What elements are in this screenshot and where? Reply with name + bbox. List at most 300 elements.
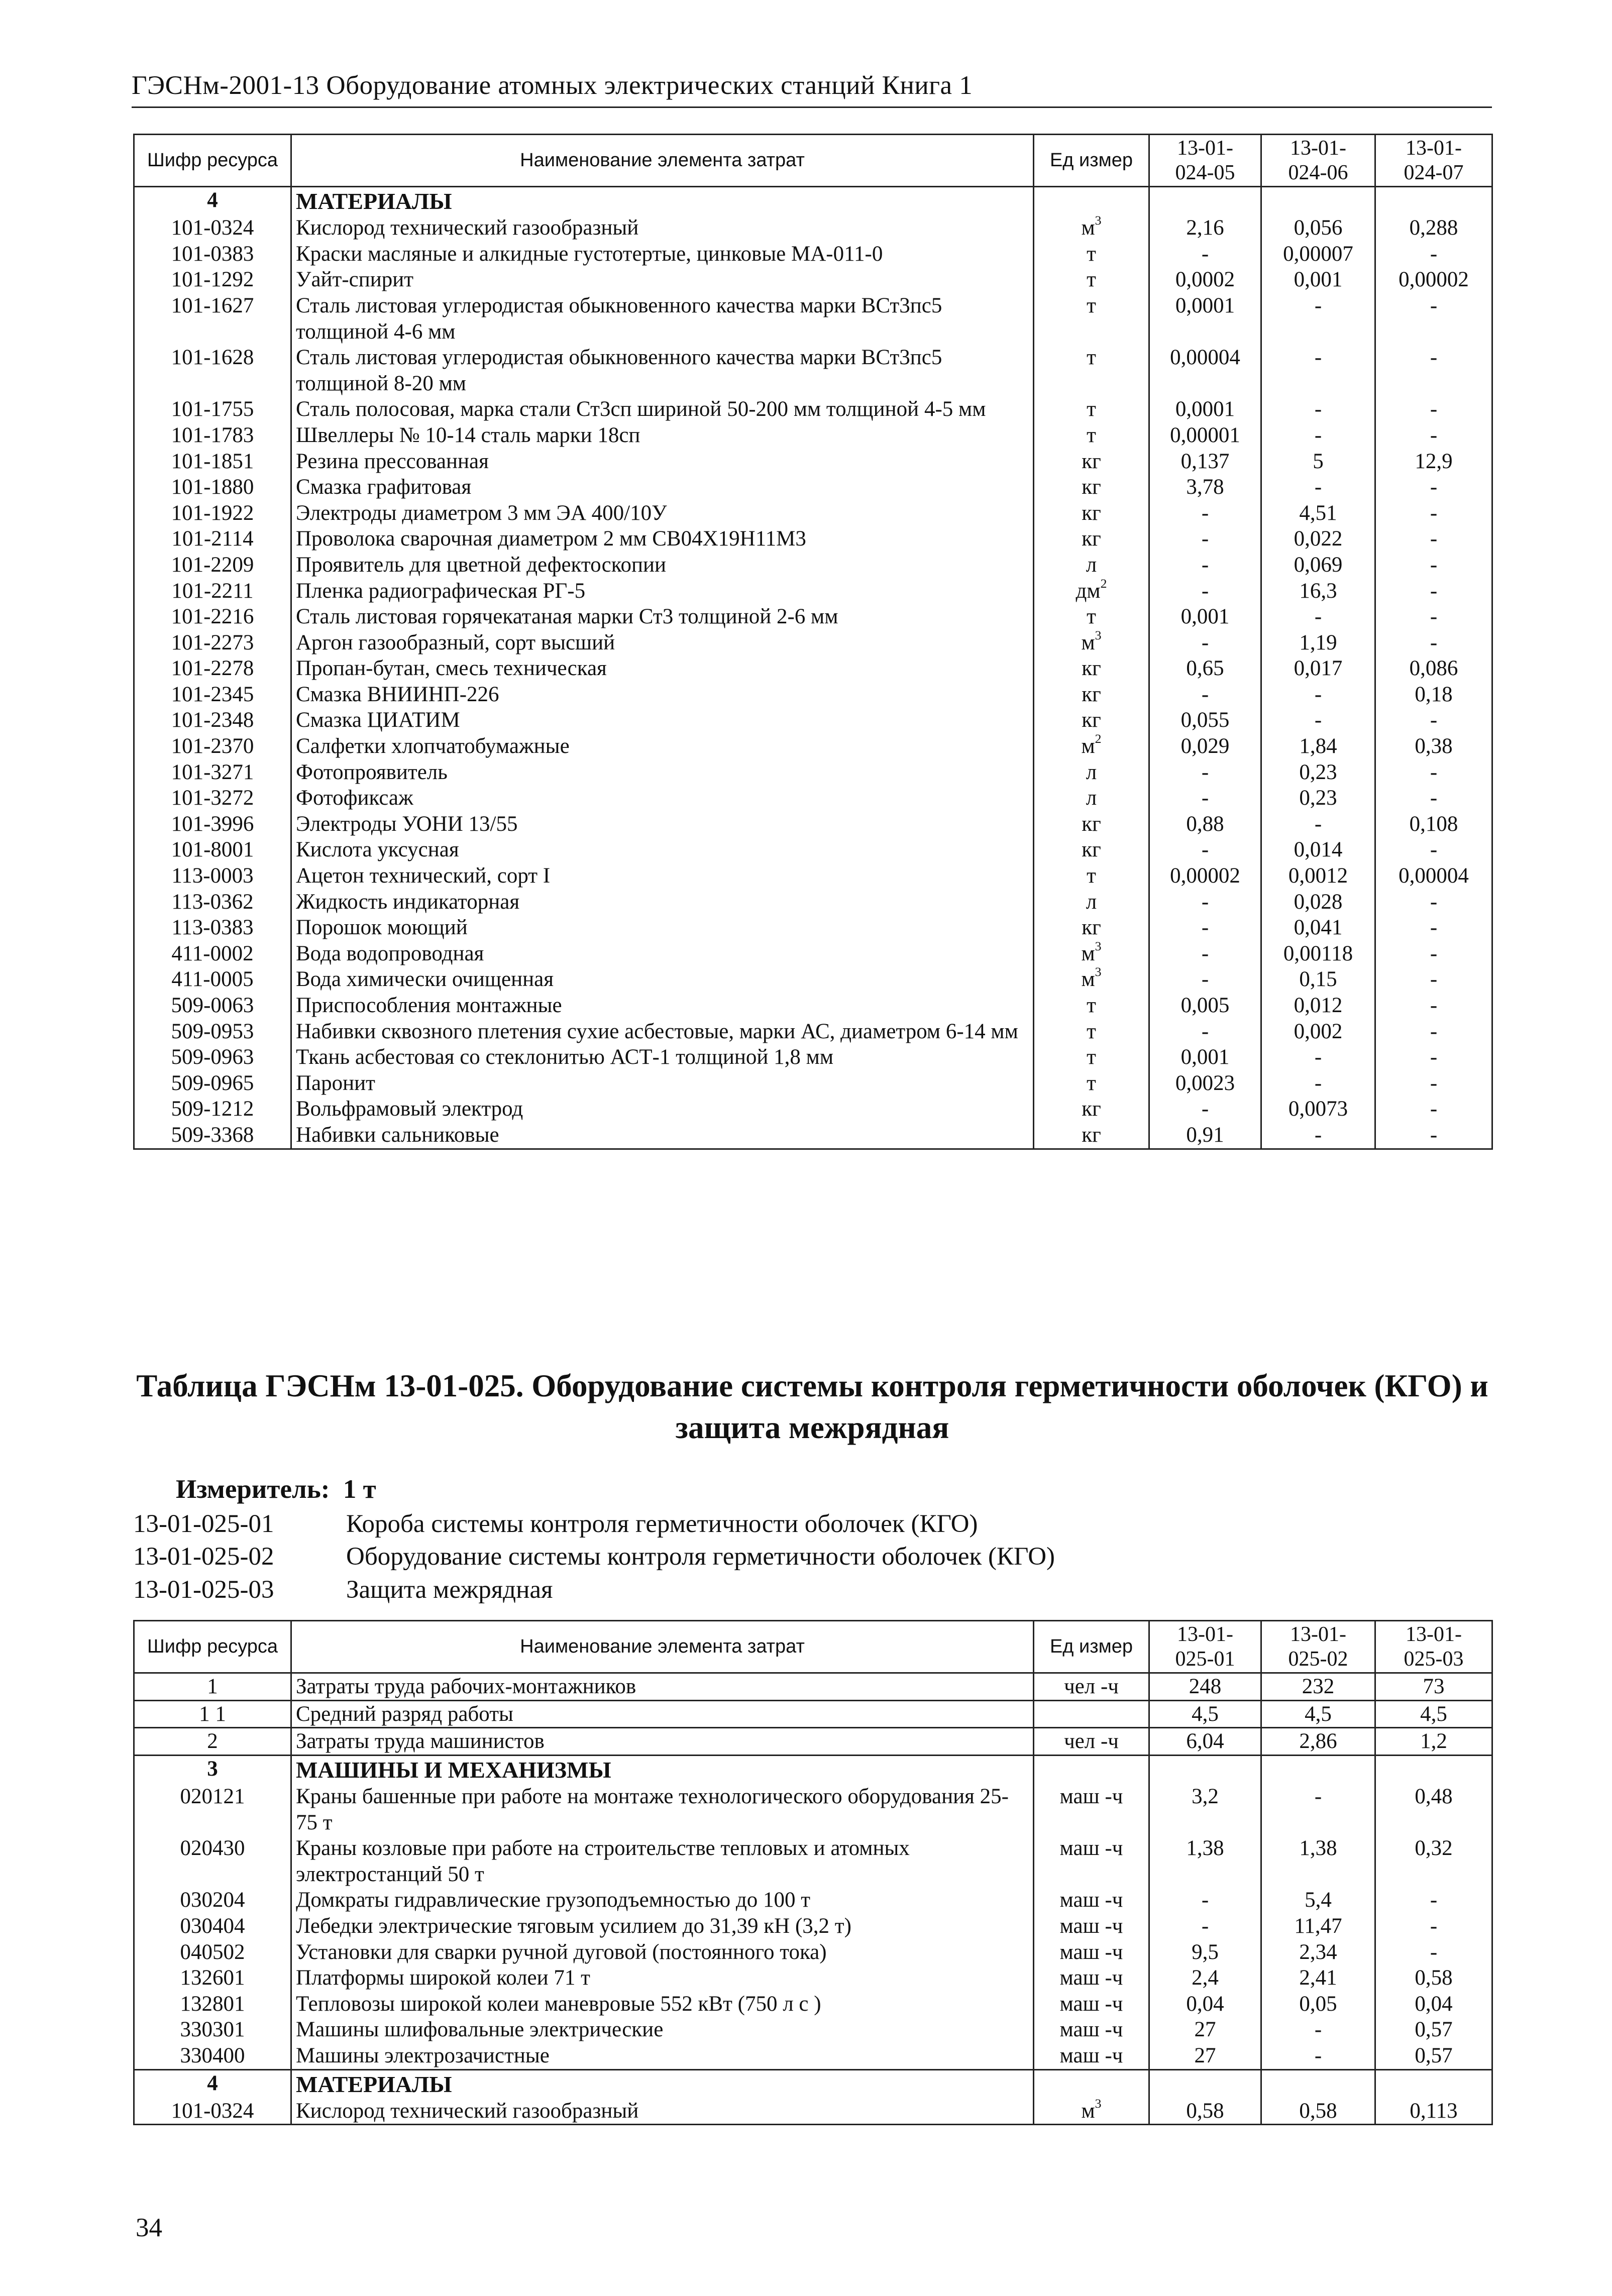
section-row — [134, 2069, 1492, 2098]
resource-name: Фотопроявитель — [291, 759, 1034, 786]
resource-code: 101-2273 — [134, 630, 291, 656]
unit-text: т — [1087, 423, 1096, 447]
unit-text: м — [1081, 630, 1095, 654]
resource-code: 509-0965 — [134, 1070, 291, 1097]
resource-code: 509-0063 — [134, 993, 291, 1019]
unit-cell — [1034, 526, 1149, 552]
unit-text: чел -ч — [1064, 1729, 1119, 1754]
table-row — [134, 863, 1492, 889]
table-row — [134, 1122, 1492, 1149]
unit-cell — [1034, 1096, 1149, 1122]
empty-cell — [1034, 2069, 1149, 2098]
table-row — [134, 2098, 1492, 2125]
rate-value: 0,108 — [1375, 811, 1492, 837]
unit-cell — [1034, 500, 1149, 526]
unit-text: кг — [1082, 708, 1101, 732]
unit-cell — [1034, 655, 1149, 682]
resource-name: Пленка радиографическая РГ-5 — [291, 578, 1034, 604]
rate-value: - — [1375, 1939, 1492, 1965]
resource-name: Сталь листовая углеродистая обыкновенного качества марки ВСт3пс5 толщиной 4-6 мм — [291, 293, 1034, 345]
rate-value: - — [1261, 474, 1375, 500]
col-head-rate: 13-01- 024-05 — [1149, 135, 1261, 187]
table-row — [134, 837, 1492, 863]
resources-table-025 — [133, 1620, 1493, 2125]
resource-code: 509-0963 — [134, 1044, 291, 1070]
resource-code: 509-3368 — [134, 1122, 291, 1149]
table-row — [134, 267, 1492, 293]
unit-cell — [1034, 1019, 1149, 1045]
resource-code: 040502 — [134, 1939, 291, 1965]
rate-value: 2,86 — [1261, 1728, 1375, 1756]
rate-value: - — [1149, 526, 1261, 552]
rate-value: 0,58 — [1149, 2098, 1261, 2125]
rate-value: 0,00118 — [1261, 941, 1375, 967]
unit-text: маш -ч — [1059, 1784, 1123, 1808]
rate-value: 1,38 — [1149, 1835, 1261, 1887]
unit-exponent: 2 — [1100, 576, 1107, 591]
resource-code: 2 — [134, 1728, 291, 1756]
rate-value: 0,005 — [1149, 993, 1261, 1019]
rate-value: 248 — [1149, 1673, 1261, 1701]
resource-code: 101-1628 — [134, 345, 291, 396]
section-name: МАТЕРИАЛЫ — [291, 187, 1034, 215]
rate-value: - — [1375, 785, 1492, 811]
unit-cell — [1034, 759, 1149, 786]
table-row — [134, 682, 1492, 708]
table-row — [134, 1019, 1492, 1045]
rate-value: 2,34 — [1261, 1939, 1375, 1965]
table-row — [134, 241, 1492, 267]
table-row — [134, 889, 1492, 915]
unit-text: дм — [1076, 579, 1101, 603]
rate-value: - — [1375, 500, 1492, 526]
unit-cell — [1034, 1700, 1149, 1728]
resource-code: 101-2278 — [134, 655, 291, 682]
resource-code: 030204 — [134, 1887, 291, 1913]
table-row — [134, 1965, 1492, 1991]
rate-value: - — [1375, 889, 1492, 915]
unit-text: кг — [1082, 449, 1101, 473]
rate-value: 1,84 — [1261, 733, 1375, 759]
rate-value: - — [1261, 1044, 1375, 1070]
rate-value: 0,58 — [1261, 2098, 1375, 2125]
unit-cell — [1034, 293, 1149, 345]
rate-value: 0,32 — [1375, 1835, 1492, 1887]
table-body — [134, 1673, 1492, 2125]
empty-cell — [1375, 1755, 1492, 1784]
resource-code: 113-0383 — [134, 915, 291, 941]
rate-value: - — [1149, 1913, 1261, 1939]
rate-value: 0,0001 — [1149, 396, 1261, 422]
empty-cell — [1375, 2069, 1492, 2098]
rate-value: - — [1375, 1070, 1492, 1097]
unit-text: маш -ч — [1059, 1914, 1123, 1938]
rate-value: 2,16 — [1149, 215, 1261, 241]
resource-name: Машины шлифовальные электрические — [291, 2017, 1034, 2043]
rate-value: 0,0023 — [1149, 1070, 1261, 1097]
section-code: 3 — [134, 1755, 291, 1784]
rate-value: 0,05 — [1261, 1991, 1375, 2017]
unit-text: кг — [1082, 682, 1101, 706]
unit-text: кг — [1082, 475, 1101, 499]
rate-value: - — [1261, 293, 1375, 345]
table-row — [134, 811, 1492, 837]
rate-value: - — [1375, 241, 1492, 267]
rate-value: 0,04 — [1375, 1991, 1492, 2017]
rate-value: 0,001 — [1261, 267, 1375, 293]
resource-code: 132801 — [134, 1991, 291, 2017]
unit-text: маш -ч — [1059, 2043, 1123, 2067]
resource-name: Средний разряд работы — [291, 1700, 1034, 1728]
unit-text: кг — [1082, 1097, 1101, 1121]
header-rule — [132, 106, 1492, 108]
unit-cell — [1034, 811, 1149, 837]
rate-value: 0,00004 — [1375, 863, 1492, 889]
rate-value: 0,0073 — [1261, 1096, 1375, 1122]
section-code: 4 — [134, 2069, 291, 2098]
resource-name: Салфетки хлопчатобумажные — [291, 733, 1034, 759]
resource-code: 101-2370 — [134, 733, 291, 759]
rate-value: - — [1261, 811, 1375, 837]
unit-cell — [1034, 578, 1149, 604]
resource-code: 101-2114 — [134, 526, 291, 552]
resource-name: Проволока сварочная диаметром 2 мм СВ04Х19Н11М3 — [291, 526, 1034, 552]
rate-value: 0,23 — [1261, 759, 1375, 786]
resource-code: 101-3996 — [134, 811, 291, 837]
unit-cell — [1034, 474, 1149, 500]
resource-name: Тепловозы широкой колеи маневровые 552 кВт (750 л с ) — [291, 1991, 1034, 2017]
table-row — [134, 422, 1492, 449]
table-row — [134, 993, 1492, 1019]
resource-name: Порошок моющий — [291, 915, 1034, 941]
empty-cell — [1034, 1755, 1149, 1784]
rate-value: - — [1149, 578, 1261, 604]
rate-value: 0,001 — [1149, 1044, 1261, 1070]
unit-text: маш -ч — [1059, 2018, 1123, 2042]
rate-value: - — [1375, 1019, 1492, 1045]
rate-value: 0,91 — [1149, 1122, 1261, 1149]
resource-name: Вольфрамовый электрод — [291, 1096, 1034, 1122]
rate-value: 0,001 — [1149, 604, 1261, 630]
variant-list — [133, 1508, 1055, 1606]
rate-value: - — [1375, 345, 1492, 396]
rate-value: 5,4 — [1261, 1887, 1375, 1913]
rate-value: 2,41 — [1261, 1965, 1375, 1991]
rate-value: - — [1261, 2043, 1375, 2069]
resource-code: 101-2211 — [134, 578, 291, 604]
rate-value: 0,38 — [1375, 733, 1492, 759]
resource-code: 113-0003 — [134, 863, 291, 889]
variant-code: 13-01-025-01 — [133, 1510, 274, 1538]
table-row — [134, 1991, 1492, 2017]
unit-text: кг — [1082, 1123, 1101, 1147]
rate-value: 0,069 — [1261, 552, 1375, 578]
rate-value: 0,012 — [1261, 993, 1375, 1019]
rate-value: 1,38 — [1261, 1835, 1375, 1887]
resource-name: Резина прессованная — [291, 449, 1034, 475]
unit-cell — [1034, 2098, 1149, 2125]
unit-text: чел -ч — [1064, 1675, 1119, 1698]
resource-code: 020430 — [134, 1835, 291, 1887]
rate-value: 0,0001 — [1149, 293, 1261, 345]
rate-value: - — [1375, 552, 1492, 578]
table-row — [134, 941, 1492, 967]
rate-value: - — [1149, 759, 1261, 786]
rate-value: - — [1375, 1913, 1492, 1939]
resource-code: 101-1922 — [134, 500, 291, 526]
table-row — [134, 1835, 1492, 1887]
variant-name: Оборудование системы контроля герметичности оболочек (КГО) — [346, 1543, 1055, 1571]
unit-exponent: 3 — [1095, 2096, 1102, 2111]
resource-name: Фотофиксаж — [291, 785, 1034, 811]
table-title: Таблица ГЭСНм 13-01-025. Оборудование системы контроля герметичности оболочек (КГО) и защита межрядная — [136, 1368, 1488, 1446]
unit-cell — [1034, 1044, 1149, 1070]
unit-text: м — [1081, 216, 1095, 240]
rate-value: - — [1261, 396, 1375, 422]
unit-text: кг — [1082, 838, 1101, 862]
resource-name: Установки для сварки ручной дуговой (постоянного тока) — [291, 1939, 1034, 1965]
unit-cell — [1034, 1673, 1149, 1701]
resource-name: Краски масляные и алкидные густотертые, цинковые МА-011-0 — [291, 241, 1034, 267]
resource-name: Платформы широкой колеи 71 т — [291, 1965, 1034, 1991]
resource-code: 113-0362 — [134, 889, 291, 915]
section-row — [134, 187, 1492, 215]
unit-cell — [1034, 1070, 1149, 1097]
unit-text: т — [1087, 1045, 1096, 1069]
unit-text: т — [1087, 346, 1096, 370]
unit-text: т — [1087, 242, 1096, 266]
unit-text: маш -ч — [1059, 1966, 1123, 1990]
unit-cell — [1034, 785, 1149, 811]
rate-value: 0,88 — [1149, 811, 1261, 837]
resource-code: 101-1851 — [134, 449, 291, 475]
unit-cell — [1034, 889, 1149, 915]
rate-value: 73 — [1375, 1673, 1492, 1701]
rate-value: 2,4 — [1149, 1965, 1261, 1991]
unit-text: кг — [1082, 916, 1101, 940]
rate-value: 0,00002 — [1149, 863, 1261, 889]
unit-text: л — [1086, 890, 1097, 914]
rate-value: - — [1375, 707, 1492, 733]
unit-text: т — [1087, 864, 1096, 888]
rate-value: 0,58 — [1375, 1965, 1492, 1991]
unit-cell — [1034, 915, 1149, 941]
rate-value: 4,5 — [1261, 1700, 1375, 1728]
rate-value: 0,0002 — [1149, 267, 1261, 293]
resource-code: 509-0953 — [134, 1019, 291, 1045]
unit-text: м — [1081, 2099, 1095, 2123]
rate-value: - — [1261, 1784, 1375, 1835]
table-row — [134, 552, 1492, 578]
rate-value: - — [1261, 2017, 1375, 2043]
table-row — [134, 785, 1492, 811]
rate-value: 0,113 — [1375, 2098, 1492, 2125]
resource-code: 411-0002 — [134, 941, 291, 967]
resource-code: 101-2209 — [134, 552, 291, 578]
resource-name: Смазка ВНИИНП-226 — [291, 682, 1034, 708]
table-row — [134, 759, 1492, 786]
unit-cell — [1034, 966, 1149, 993]
rate-value: 12,9 — [1375, 449, 1492, 475]
table-body — [134, 187, 1492, 1149]
table-row — [134, 293, 1492, 345]
table-row — [134, 1673, 1492, 1701]
unit-text: кг — [1082, 812, 1101, 836]
unit-cell — [1034, 938, 1149, 967]
resource-code: 101-1627 — [134, 293, 291, 345]
rate-value: - — [1149, 889, 1261, 915]
rate-value: 4,5 — [1375, 1700, 1492, 1728]
resource-name: Затраты труда рабочих-монтажников — [291, 1673, 1034, 1701]
unit-cell — [1034, 422, 1149, 449]
table-row — [134, 578, 1492, 604]
rate-value: - — [1261, 1070, 1375, 1097]
table-row — [134, 526, 1492, 552]
rate-value: - — [1261, 1122, 1375, 1149]
rate-value: - — [1375, 837, 1492, 863]
rate-value: - — [1149, 966, 1261, 993]
unit-cell — [1034, 1913, 1149, 1939]
rate-value: 5 — [1261, 449, 1375, 475]
table-row — [134, 1700, 1492, 1728]
measure-line — [176, 1474, 376, 1504]
resource-code: 020121 — [134, 1784, 291, 1835]
rate-value: 9,5 — [1149, 1939, 1261, 1965]
rate-value: 0,137 — [1149, 449, 1261, 475]
resource-name: Смазка графитовая — [291, 474, 1034, 500]
section-code: 4 — [134, 187, 291, 215]
resource-name: Кислород технический газообразный — [291, 2098, 1034, 2125]
unit-cell — [1034, 604, 1149, 630]
variant-item — [133, 1541, 1055, 1573]
rate-value: - — [1149, 241, 1261, 267]
col-head-name: Наименование элемента затрат — [291, 1621, 1034, 1673]
rate-value: 0,022 — [1261, 526, 1375, 552]
page-header: ГЭСНм-2001-13 Оборудование атомных электрических станций Книга 1 — [132, 71, 973, 100]
resource-code: 132601 — [134, 1965, 291, 1991]
resource-name: Сталь листовая углеродистая обыкновенного качества марки ВСт3пс5 толщиной 8-20 мм — [291, 345, 1034, 396]
unit-cell — [1034, 1991, 1149, 2017]
rate-value: 0,002 — [1261, 1019, 1375, 1045]
resource-code: 101-3272 — [134, 785, 291, 811]
rate-value: - — [1149, 1887, 1261, 1913]
table-row — [134, 345, 1492, 396]
rate-value: 4,51 — [1261, 500, 1375, 526]
unit-cell — [1034, 241, 1149, 267]
col-head-rate: 13-01- 025-02 — [1261, 1621, 1375, 1673]
rate-value: 27 — [1149, 2017, 1261, 2043]
resource-code: 030404 — [134, 1913, 291, 1939]
rate-value: - — [1375, 993, 1492, 1019]
table-row — [134, 1913, 1492, 1939]
rate-value: 0,18 — [1375, 682, 1492, 708]
resource-name: Пропан-бутан, смесь техническая — [291, 655, 1034, 682]
col-head-code: Шифр ресурса — [134, 1621, 291, 1673]
resource-name: Вода водопроводная — [291, 941, 1034, 967]
table-row — [134, 1070, 1492, 1097]
unit-cell — [1034, 1939, 1149, 1965]
resource-code: 101-1292 — [134, 267, 291, 293]
unit-text: кг — [1082, 501, 1101, 525]
unit-exponent: 3 — [1095, 938, 1102, 953]
rate-value: 0,288 — [1375, 215, 1492, 241]
unit-text: л — [1086, 553, 1097, 577]
table-row — [134, 1728, 1492, 1756]
rate-value: 3,78 — [1149, 474, 1261, 500]
materials-table-024 — [133, 134, 1493, 1150]
resource-name: Набивки сальниковые — [291, 1122, 1034, 1149]
rate-value: 16,3 — [1261, 578, 1375, 604]
unit-text: маш -ч — [1059, 1836, 1123, 1861]
rate-value: - — [1261, 707, 1375, 733]
unit-text: т — [1087, 268, 1096, 292]
rate-value: 0,48 — [1375, 1784, 1492, 1835]
unit-cell — [1034, 707, 1149, 733]
rate-value: - — [1149, 837, 1261, 863]
unit-cell — [1034, 449, 1149, 475]
table-row — [134, 474, 1492, 500]
unit-text: т — [1087, 1019, 1096, 1043]
table-row — [134, 449, 1492, 475]
unit-text: кг — [1082, 527, 1101, 551]
table-row — [134, 707, 1492, 733]
table-row — [134, 215, 1492, 241]
resource-name: Кислород технический газообразный — [291, 215, 1034, 241]
rate-value: 0,00001 — [1149, 422, 1261, 449]
rate-value: - — [1261, 345, 1375, 396]
table-row — [134, 2043, 1492, 2069]
variant-name: Короба системы контроля герметичности оболочек (КГО) — [346, 1510, 978, 1538]
resource-code: 1 1 — [134, 1700, 291, 1728]
rate-value: 0,0012 — [1261, 863, 1375, 889]
table-row — [134, 1887, 1492, 1913]
rate-value: 0,57 — [1375, 2017, 1492, 2043]
rate-value: - — [1149, 1019, 1261, 1045]
rate-value: - — [1375, 915, 1492, 941]
rate-value: 6,04 — [1149, 1728, 1261, 1756]
rate-value: 1,19 — [1261, 630, 1375, 656]
resource-name: Проявитель для цветной дефектоскопии — [291, 552, 1034, 578]
rate-value: 3,2 — [1149, 1784, 1261, 1835]
unit-text: маш -ч — [1059, 1992, 1123, 2016]
rate-value: - — [1375, 293, 1492, 345]
resource-name: Краны башенные при работе на монтаже технологического оборудования 25-75 т — [291, 1784, 1034, 1835]
resource-code: 101-0324 — [134, 215, 291, 241]
col-head-name: Наименование элемента затрат — [291, 135, 1034, 187]
rate-value: - — [1375, 526, 1492, 552]
variant-code: 13-01-025-03 — [133, 1575, 274, 1604]
resource-code: 101-1880 — [134, 474, 291, 500]
unit-text: т — [1087, 994, 1096, 1017]
table-row — [134, 915, 1492, 941]
rate-value: 0,23 — [1261, 785, 1375, 811]
unit-cell — [1034, 2043, 1149, 2069]
rate-value: - — [1149, 1096, 1261, 1122]
rate-value: 4,5 — [1149, 1700, 1261, 1728]
rate-value: 0,15 — [1261, 966, 1375, 993]
rate-value: - — [1261, 682, 1375, 708]
empty-cell — [1261, 2069, 1375, 2098]
table-row — [134, 2017, 1492, 2043]
rate-value: - — [1149, 785, 1261, 811]
rate-value: 232 — [1261, 1673, 1375, 1701]
resource-name: Лебедки электрические тяговым усилием до 31,39 кН (3,2 т) — [291, 1913, 1034, 1939]
empty-cell — [1261, 1755, 1375, 1784]
resource-name: Ацетон технический, сорт I — [291, 863, 1034, 889]
unit-cell — [1034, 1784, 1149, 1835]
rate-value: - — [1149, 630, 1261, 656]
rate-value: - — [1149, 682, 1261, 708]
